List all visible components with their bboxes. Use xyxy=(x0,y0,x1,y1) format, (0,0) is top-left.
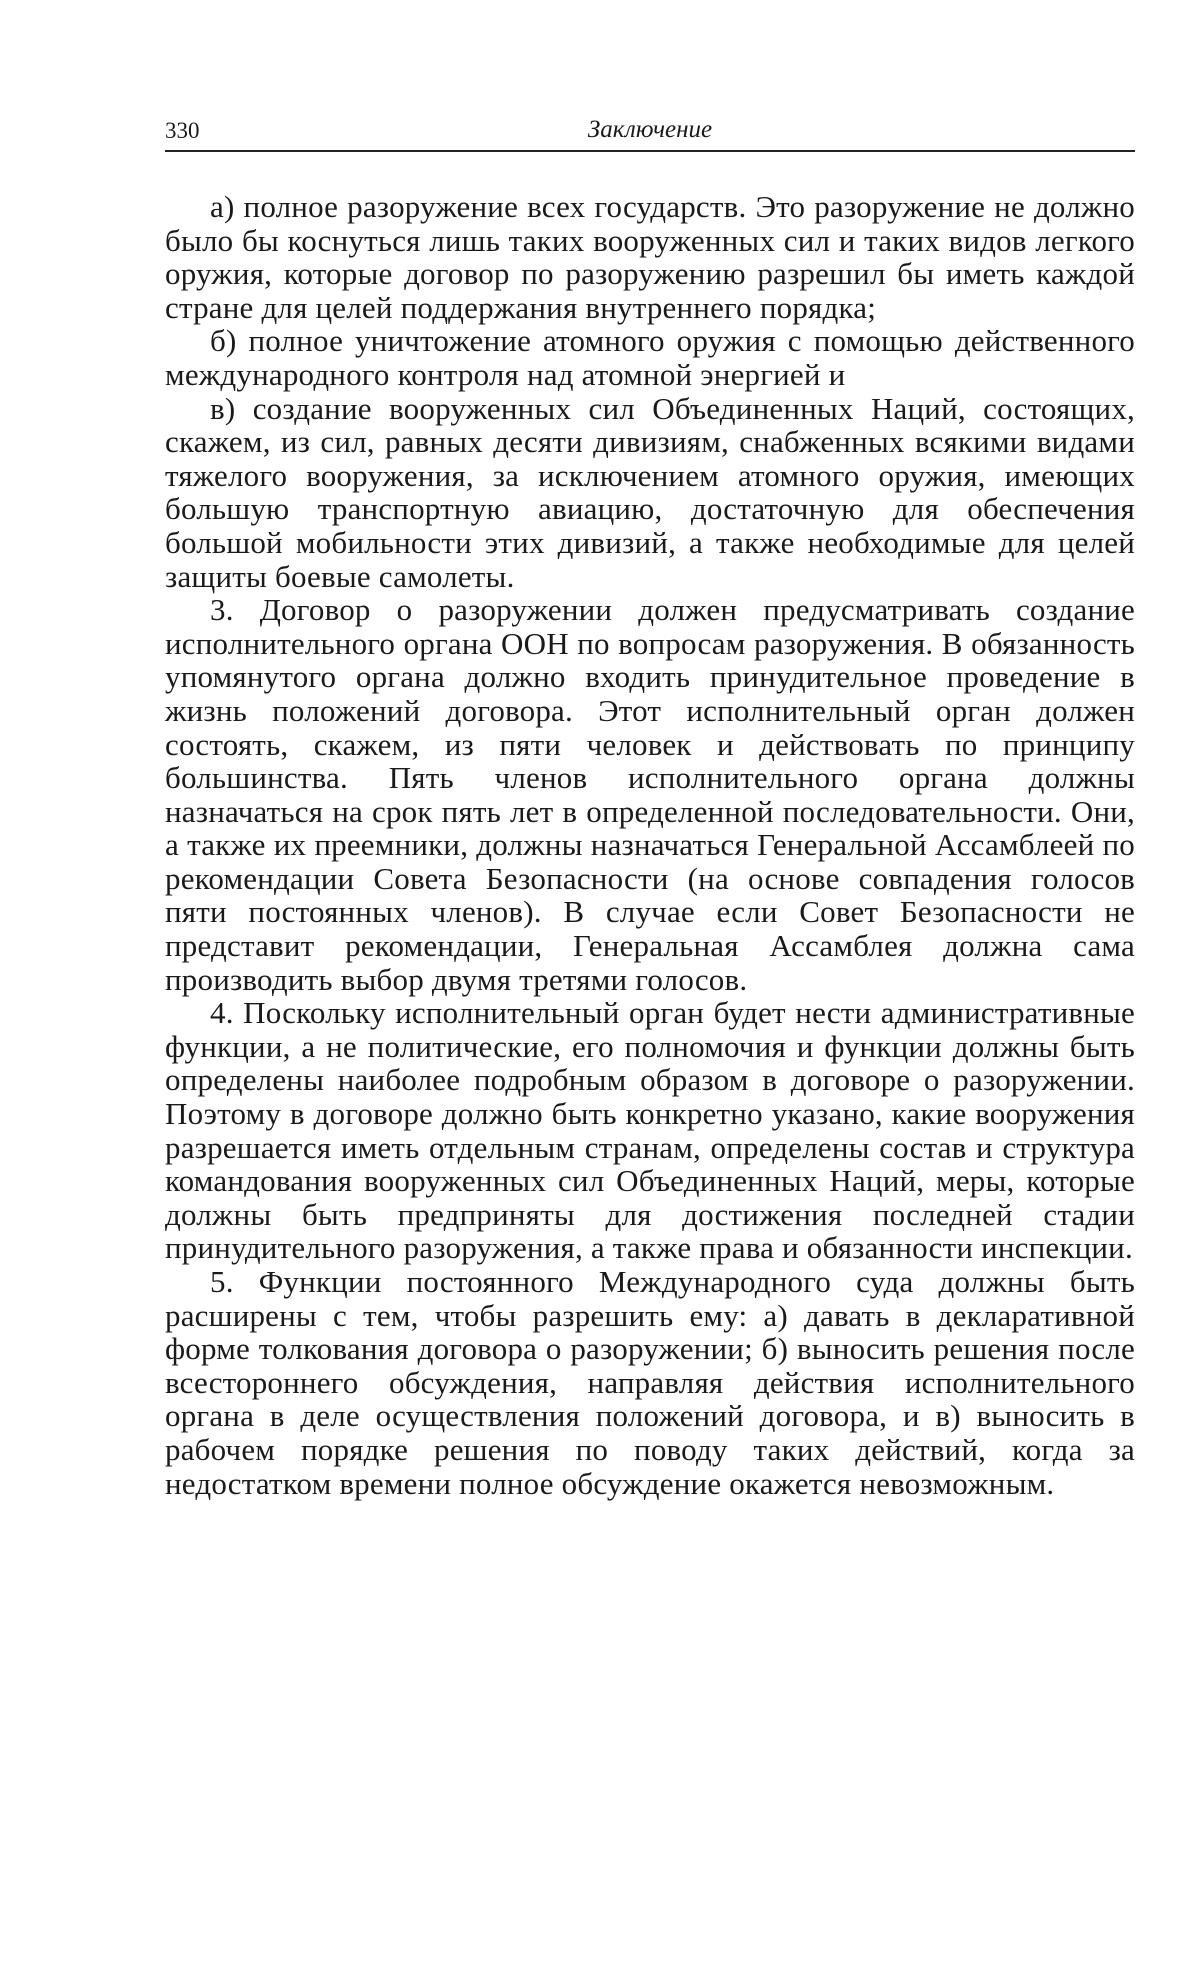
paragraph-item-b: б) полное уничтожение атомного оружия с помощью действенного международного контроля над атомной энергией и xyxy=(165,323,1135,392)
paragraph-point-4: 4. Поскольку исполнительный орган будет нести административные функции, а не политические, его полномочия и функции должны быть определены наиболее подробным образом в договоре о разоружении. Поэтому в договоре должно быть конкретно указано, какие вооружения разрешается иметь отдельным странам, определены состав и структура командования вооруженных сил Объединенных Наций, меры, которые должны быть предприняты для достижения последней стадии принудительного разоружения, а также права и обязанности инспекции. xyxy=(165,995,1135,1266)
paragraph-point-5: 5. Функции постоянного Международного суда должны быть расширены с тем, чтобы разрешить ему: а) давать в декларативной форме толкования договора о разоружении; б) выносить решения после всестороннего обсуждения, направляя действия исполнительного органа в деле осуществления положений договора, и в) выносить в рабочем порядке решения по поводу таких действий, когда за недостатком времени полное обсуждение окажется невозможным. xyxy=(165,1264,1135,1501)
paragraph-point-3: 3. Договор о разоружении должен предусматривать создание исполнительного органа ООН по вопросам разоружения. В обязанность упомянутого органа должно входить принудительное проведение в жизнь положений договора. Этот исполнительный орган должен состоять, скажем, из пяти человек и действовать по принципу большинства. Пять членов исполнительного органа должны назначаться на срок пять лет в определенной последовательности. Они, а также их преемники, должны назначаться Генеральной Ассамблеей по рекомендации Совета Безопасности (на основе совпадения голосов пяти постоянных членов). В случае если Совет Безопасности не представит рекомендации, Генеральная Ассамблея должна сама производить выбор двумя третями голосов. xyxy=(165,592,1135,997)
body-text xyxy=(165,190,1135,1500)
page-number: 330 xyxy=(165,118,200,143)
running-head xyxy=(165,110,1135,152)
paragraph-item-a: а) полное разоружение всех государств. Это разоружение не должно было бы коснуться лишь таких вооруженных сил и таких видов легкого оружия, которые договор по разоружению разрешил бы иметь каждой стране для целей поддержания внутреннего порядка; xyxy=(165,189,1135,325)
paragraph-item-v: в) создание вооруженных сил Объединенных Наций, состоящих, скажем, из сил, равных десяти дивизиям, снабженных всякими видами тяжелого вооружения, за исключением атомного оружия, имеющих большую транспортную авиацию, достаточную для обеспечения большой мобильности этих дивизий, а также необходимые для целей защиты боевые самолеты. xyxy=(165,390,1135,594)
book-page xyxy=(165,110,1135,1500)
running-title: Заключение xyxy=(587,116,713,143)
